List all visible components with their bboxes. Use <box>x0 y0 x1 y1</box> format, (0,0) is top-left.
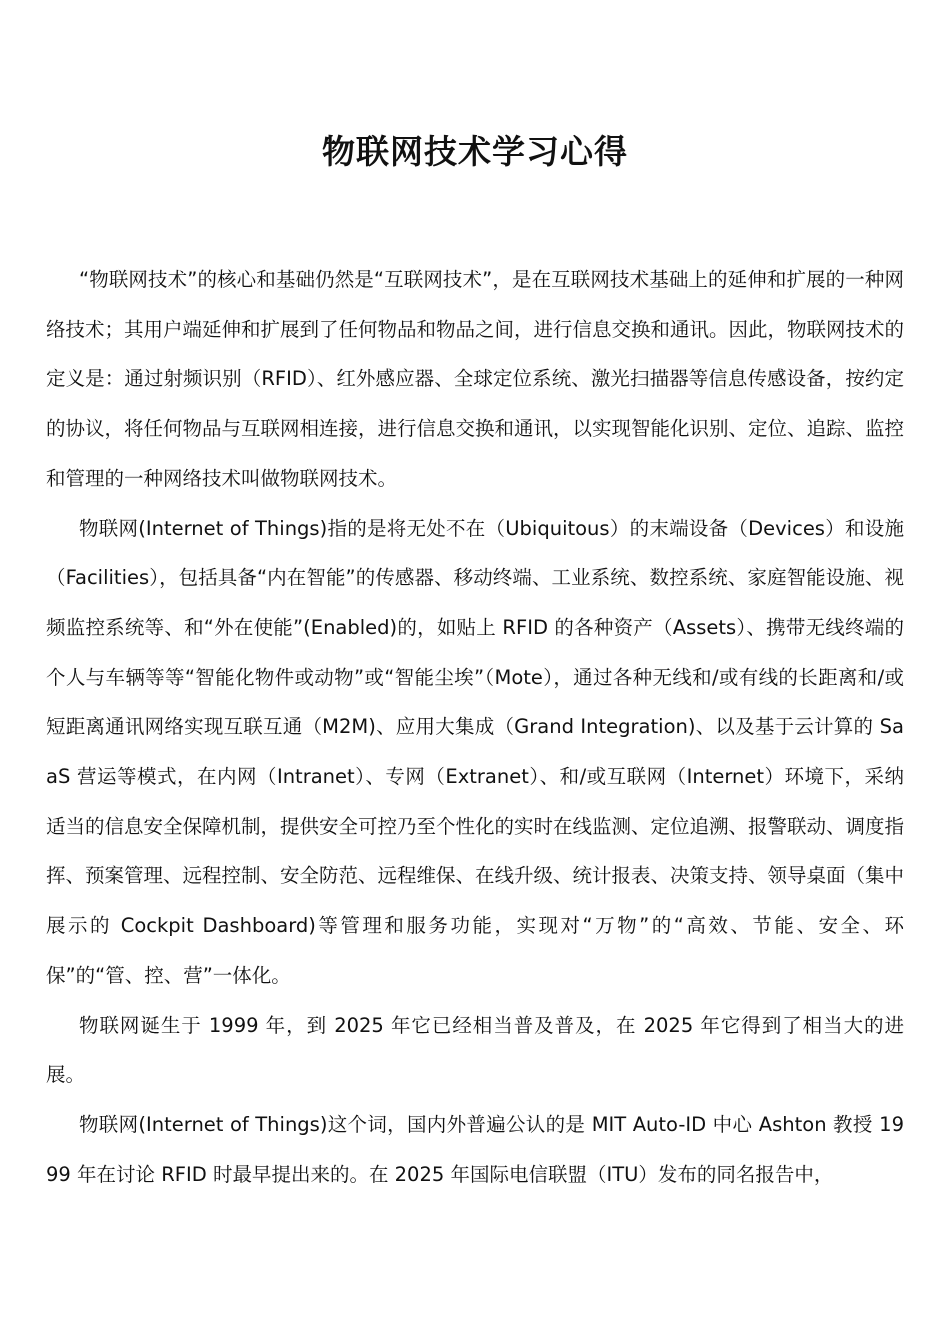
paragraph: 物联网(Internet of Things)这个词，国内外普遍公认的是 MIT Auto-ID 中心 Ashton 教授 1999 年在讨论 RFID 时最早提出来的。在 2025 年国际电信联盟（ITU）发布的同名报告中， <box>46 1112 904 1186</box>
paragraph: 物联网诞生于 1999 年，到 2025 年它已经相当普及普及，在 2025 年它得到了相当大的进展。 <box>46 1013 904 1087</box>
document-title: 物联网技术学习心得 <box>322 132 628 171</box>
paragraph: 物联网(Internet of Things)指的是将无处不在（Ubiquitous）的末端设备（Devices）和设施（Facilities），包括具备“内在智能”的传感器、移动终端、工业系统、数控系统、家庭智能设施、视频监控系统等、和“外在使能”(Enabled)的，如贴上 RFID 的各种资产（Assets）、携带无线终端的个人与车辆等等“智能化物件或动物”或“智能尘埃”（Mote），通过各种无线和/或有线的长距离和/或短距离通讯网络实现互联互通（M2M)、应用大集成（Grand Integration)、以及基于云计算的 SaaS 营运等模式，在内网（Intranet）、专网（Extranet）、和/或互联网（Internet）环境下，采纳适当的信息安全保障机制，提供安全可控乃至个性化的实时在线监测、定位追溯、报警联动、调度指挥、预案管理、远程控制、安全防范、远程维保、在线升级、统计报表、决策支持、领导桌面（集中展示的 Cockpit Dashboard)等管理和服务功能，实现对“万物”的“高效、节能、安全、环保”的“管、控、营”一体化。 <box>46 516 905 987</box>
paragraph: “物联网技术”的核心和基础仍然是“互联网技术”，是在互联网技术基础上的延伸和扩展的一种网络技术；其用户端延伸和扩展到了任何物品和物品之间，进行信息交换和通讯。因此，物联网技术的定义是：通过射频识别（RFID）、红外感应器、全球定位系统、激光扫描器等信息传感设备，按约定的协议，将任何物品与互联网相连接，进行信息交换和通讯，以实现智能化识别、定位、追踪、监控和管理的一种网络技术叫做物联网技术。 <box>46 268 905 490</box>
document-body <box>46 255 904 1199</box>
